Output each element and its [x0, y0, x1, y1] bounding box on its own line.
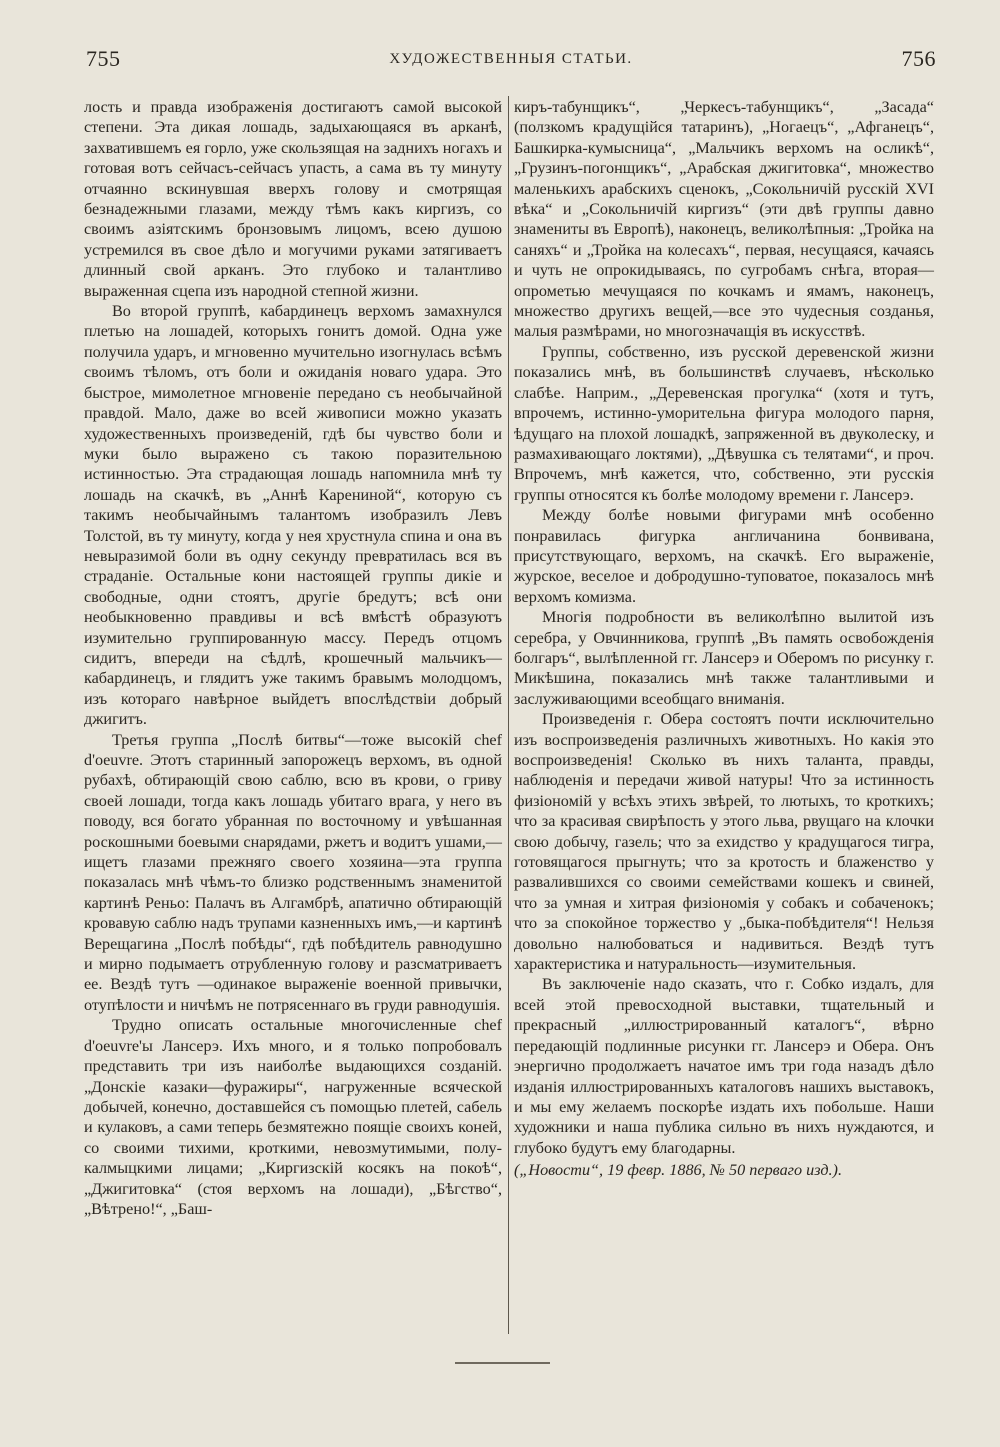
paragraph: Группы, собственно, изъ русской деревенской жизни показались мнѣ, въ большинствѣ случаевъ, нѣсколько слабѣе. Наприм., „Деревенская прогулка“ (хотя и тутъ, впрочемъ, истинно-уморительна фигура молодого парня, ѣдущаго на плохой лошадкѣ, запряженной въ двуколеску, и размахивающаго локтями), „Дѣвушка съ телятами“, и проч. Впрочемъ, мнѣ кажется, что, собственно, эти русскія группы относятся къ болѣе молодому времени г. Лансерэ. [514, 342, 934, 504]
paragraph: Трудно описать остальные многочисленные chef d'oeuvre'ы Лансерэ. Ихъ много, и я только попробовалъ представить три изъ наиболѣе выдающихся созданій. „Донскіе казаки—фуражиры“, нагруженные всяческой добычей, конечно, доставшейся съ помощью плетей, сабель и кулаковъ, а сами теперь безмятежно поящіе своихъ коней, со своими тихими, кроткими, невозмутимыми, полу-калмыцкими лицами; „Киргизскій косякъ на покоѣ“, „Джигитовка“ (стоя верхомъ на лошади), „Бѣгство“, „Вѣтрено!“, „Баш- [84, 1016, 502, 1218]
left-column [84, 97, 502, 1219]
end-rule [455, 1362, 550, 1364]
paragraph: Третья группа „Послѣ битвы“—тоже высокій chef d'oeuvre. Этотъ старинный запорожецъ верхомъ, въ одной рубахѣ, обтирающій свою саблю, всю въ крови, о гриву своей лошади, тогда какъ лошадь убитаго врага, у него въ поводу, вся богато убранная по восточному и увѣшанная роскошными боевыми снарядами, ржетъ и водитъ ушами,—ищетъ глазами прежняго своего хозяина—эта группа показалась мнѣ чѣмъ-то близко родственнымъ знаменитой картинѣ Реньо: Палачъ въ Алгамбрѣ, апатично обтирающій кровавую саблю надъ трупами казненныхъ имъ,—и картинѣ Верещагина „Послѣ побѣды“, гдѣ побѣдитель равнодушно и мирно подымаетъ отрубленную голову и разсматриваетъ ее. Вездѣ тутъ —одинакое выраженіе военной привычки, отупѣлости и ничѣмъ не потрясеннаго въ груди равнодушія. [84, 730, 502, 1014]
paragraph: Въ заключеніе надо сказать, что г. Собко издалъ, для всей этой превосходной выставки, тщательный и прекрасный „иллюстрированный каталогъ“, вѣрно передающій подлинные рисунки гг. Лансерэ и Обера. Онъ энергично продолжаетъ начатое имъ три года назадъ дѣло изданія иллюстрированныхъ каталоговъ нашихъ выставокъ, и мы ему желаемъ поскорѣе издать ихъ побольше. Наши художники и наша публика сильно въ нихъ нуждаются, и глубоко будутъ ему благодарны. [514, 975, 934, 1157]
page-number-left: 755 [86, 46, 121, 71]
paragraph: Во второй группѣ, кабардинецъ верхомъ замахнулся плетью на лошадей, которыхъ гонитъ домой. Одна уже получила ударъ, и мгновенно мучительно изогнулась всѣмъ своимъ тѣломъ, отъ боли и ожиданія новаго удара. Это быстрое, мимолетное мгновеніе передано съ необычайной правдой. Мало, даже во всей живописи можно указать художественныхъ произведеній, гдѣ бы чувство боли и муки было выражено съ такою поразительною истинностью. Эта страдающая лошадь напомнила мнѣ ту лошадь на скачкѣ, въ „Аннѣ Карениной“, которую съ такимъ необычайнымъ талантомъ изобразилъ Левъ Толстой, въ ту минуту, когда у нея хрустнула спина и она въ невыразимой боли въ одну секунду превратилась вся въ страданіе. Остальные кони настоящей группы дикіе и свободные, одни стоятъ, другіе бредутъ; всѣ они необыкновенно правдивы и всѣ вмѣстѣ образуютъ изумительно группированную массу. Передъ отцомъ сидитъ, впереди на сѣдлѣ, крошечный мальчикъ—кабардинецъ, и глядитъ уже такимъ бравымъ молодцомъ, изъ котораго навѣрное выйдетъ впослѣдствіи добрый джигитъ. [84, 302, 502, 729]
source-citation: („Новости“, 19 февр. 1886, № 50 перваго изд.). [514, 1161, 842, 1180]
page-header [86, 44, 936, 74]
paragraph: лость и правда изображенія достигаютъ самой высокой степени. Эта дикая лошадь, задыхающаяся въ арканѣ, захватившемъ ея горло, уже скользящая на заднихъ ногахъ и готовая вотъ сейчасъ-сейчасъ упасть, а сама въ ту минуту отчаянно вскинувшая вверхъ голову и смотрящая безнадежными глазами, между тѣмъ какъ киргизъ, со своимъ азіятскимъ бронзовымъ лицомъ, всею душою устремился въ свое дѣло и могучими руками затягиваетъ длинный свой арканъ. Это глубоко и талантливо выраженная сцепа изъ народной степной жизни. [84, 98, 502, 300]
page-number-right: 756 [901, 46, 936, 71]
paragraph: Произведенія г. Обера состоятъ почти исключительно изъ воспроизведенія различныхъ животныхъ. Но какія это воспроизведенія! Сколько въ нихъ таланта, правды, наблюденія и передачи живой натуры! Что за истинность физіономій у всѣхъ этихъ звѣрей, то лютыхъ, то кроткихъ; что за красивая свирѣпость у этого льва, рвущаго на клочки свою добычу, газель; что за ехидство у крадущагося тигра, готовящагося прыгнуть; что за кротость и блаженство у развалившихся со своими семействами кошекъ и свиней, что за умная и хитрая физіономія у собакъ и собаченокъ; что за спокойное торжество у „быка-побѣдителя“! Нельзя довольно налюбоваться и надивиться. Вездѣ тутъ характеристика и натуральность—изумительныя. [514, 710, 934, 974]
paragraph: Между болѣе новыми фигурами мнѣ особенно понравилась фигурка англичанина бонвивана, присутствующаго, верхомъ, на скачкѣ. Его выраженіе, журское, веселое и добродушно-туповатое, показалось мнѣ верхомъ комизма. [514, 506, 934, 606]
column-divider [508, 96, 509, 1334]
running-title: ХУДОЖЕСТВЕННЫЯ СТАТЬИ. [389, 50, 633, 67]
right-column [514, 97, 934, 1181]
paragraph: киръ-табунщикъ“, „Черкесъ-табунщикъ“, „Засада“ (ползкомъ крадущійся татаринъ), „Ногаецъ“, „Афганецъ“, Башкирка-кумысница“, „Мальчикъ верхомъ на осликѣ“, „Грузинъ-погонщикъ“, „Арабская джигитовка“, множество маленькихъ арабскихъ сценокъ, „Сокольничій русскій XVI вѣка“ и „Сокольничій киргизъ“ (эти двѣ группы давно знамениты въ Европѣ), наконецъ, великолѣпныя: „Тройка на саняхъ“ и „Тройка на колесахъ“, первая, несущаяся, качаясь и чуть не опрокидываясь, по сугробамъ снѣга, вторая—опрометью мечущаяся по кочкамъ и ямамъ, наконецъ, множество другихъ вещей,—все это чудесныя созданья, малыя размѣрами, но многозначащія въ искусствѣ. [514, 98, 934, 341]
paragraph: Многія подробности въ великолѣпно вылитой изъ серебра, у Овчинникова, группѣ „Въ память освобожденія болгаръ“, вылѣпленной гг. Лансерэ и Оберомъ по рисунку г. Микѣшина, показались мнѣ также талантливыми и заслуживающими всеобщаго вниманія. [514, 608, 934, 708]
